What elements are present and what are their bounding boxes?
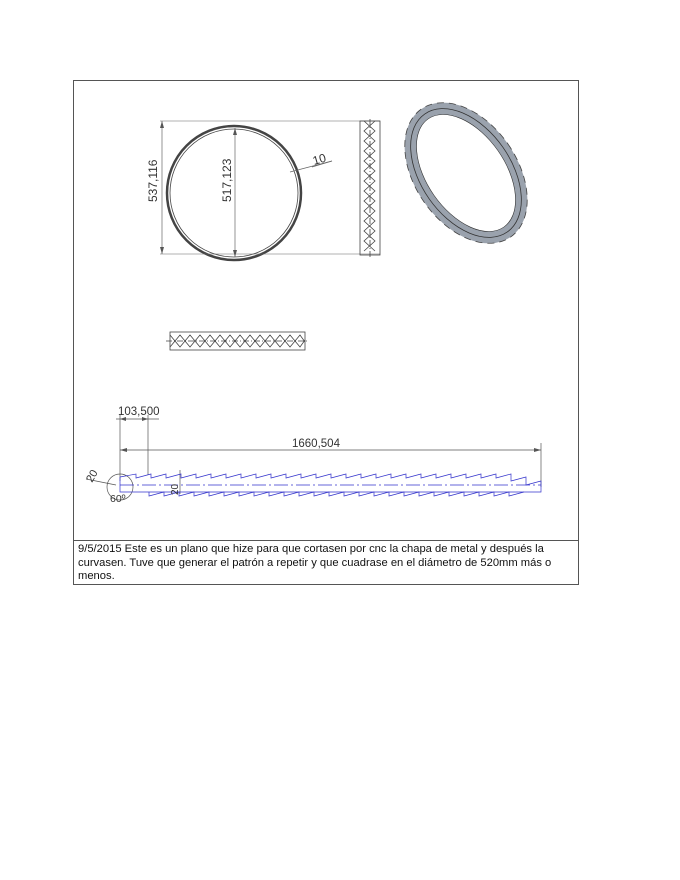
flat-pattern-serrated-strip [120, 474, 541, 496]
top-view-band [166, 332, 309, 350]
inner-diameter-dimension: 517,123 [220, 158, 234, 202]
flat-pattern-dimensions [86, 415, 541, 500]
angle-dimension: 60º [110, 493, 126, 505]
front-view-ring [160, 121, 380, 260]
tooth-height-dimension: 20 [170, 483, 181, 495]
caption-text: 9/5/2015 Este es un plano que hize para que cortasen por cnc la chapa de metal y después la curvasen. Tuve que generar el patrón a repetir y que cuadrase en el diámetro de 520mm más o menos. [78, 543, 552, 583]
drawing-sheet-frame [73, 80, 579, 585]
caption-box [74, 540, 578, 584]
outer-diameter-dimension: 537,116 [146, 159, 160, 202]
total-length-dimension: 1660,504 [292, 438, 340, 450]
tooth-side-dimension: 20 [84, 467, 101, 485]
side-view-band [360, 119, 380, 257]
thickness-dimension: 10 [310, 150, 328, 168]
technical-drawing [74, 81, 578, 540]
pattern-pitch-dimension: 103,500 [118, 406, 160, 418]
isometric-ring-view [379, 81, 552, 266]
